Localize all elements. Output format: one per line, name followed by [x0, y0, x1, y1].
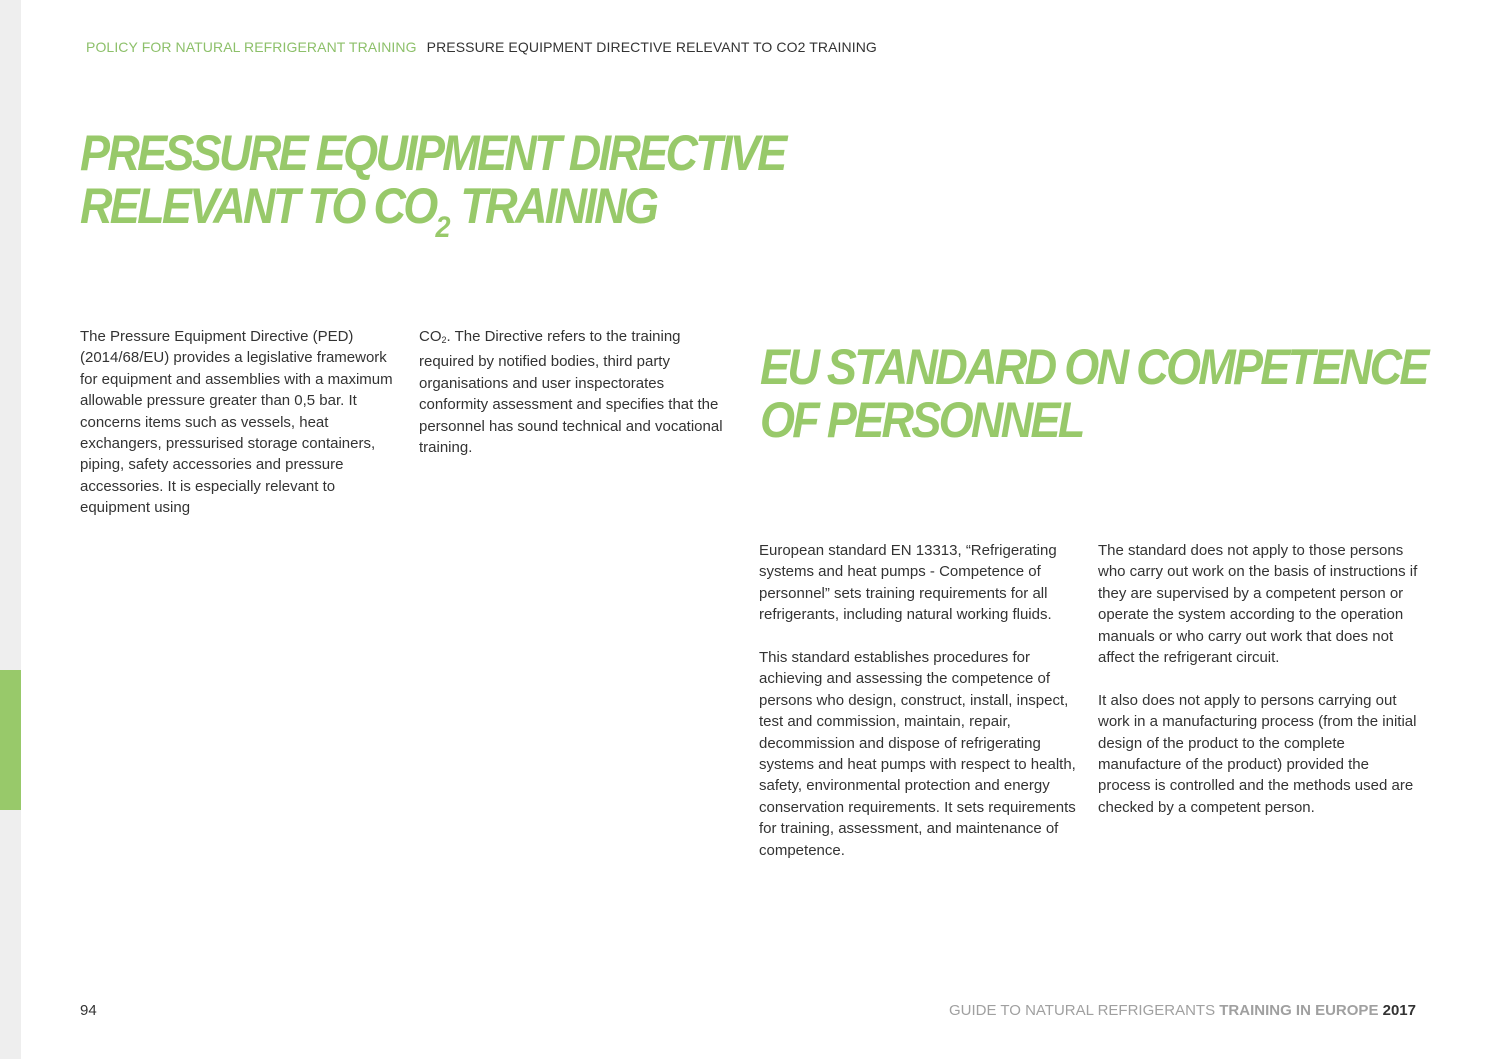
- competence-paragraph-2: This standard establishes procedures for achieving and assessing the competence of persons who design, construct, install, inspect, test and commission, maintain, repair, decommission and dispose of refrigerating systems and heat pumps with respect to health, safety, environmental protection and energy conservation requirements. It sets requirements for training, assessment, and maintenance of competence.: [759, 649, 1076, 859]
- footer-year: 2017: [1382, 1002, 1416, 1019]
- footer-publication-title: [949, 1002, 1416, 1019]
- ped-text-column-2: [419, 326, 729, 458]
- ped-heading-line-2-suffix: TRAINING: [450, 178, 657, 234]
- competence-paragraph-4: It also does not apply to persons carrying out work in a manufacturing process (from the initial design of the product to the complete manufacture of the product) provided the process is controlled and the methods used are checked by a competent person.: [1098, 691, 1417, 816]
- left-margin-strip: [0, 0, 21, 1059]
- competence-heading-line-1: EU STANDARD ON COMPETENCE: [760, 339, 1427, 395]
- page-number: 94: [80, 1002, 97, 1019]
- breadcrumb: [86, 39, 877, 55]
- ped-paragraph-2-text: . The Directive refers to the training required by notified bodies, third party organisations and user inspectorates conformity assessment and specifies that the personnel has sound technical and vocational training.: [419, 328, 723, 457]
- competence-text-column-1: [759, 540, 1084, 861]
- competence-heading: [760, 341, 1427, 447]
- competence-text-column-2: [1098, 540, 1418, 818]
- ped-paragraph-2: [419, 326, 729, 458]
- ped-paragraph-1: The Pressure Equipment Directive (PED) (2014/68/EU) provides a legislative framework for equipment and assemblies with a maximum allowable pressure greater than 0,5 bar. It concerns items such as vessels, heat exchangers, pressurised storage containers, piping, safety accessories and pressure accessories. It is especially relevant to equipment using: [80, 328, 393, 517]
- chapter-tab-marker: [0, 670, 21, 810]
- footer-guide: GUIDE TO NATURAL REFRIGERANTS: [948, 1002, 1216, 1019]
- competence-paragraph-1: European standard EN 13313, “Refrigerating systems and heat pumps - Competence of personnel” sets training requirements for all refrigerants, including natural working fluids.: [759, 542, 1057, 624]
- ped-heading-line-1: PRESSURE EQUIPMENT DIRECTIVE: [80, 125, 785, 181]
- co2-formula: CO: [419, 328, 442, 345]
- ped-heading-line-2-text: RELEVANT TO CO: [80, 178, 436, 234]
- ped-heading-subscript: 2: [435, 211, 451, 244]
- ped-heading-line-2: [80, 178, 785, 244]
- competence-heading-line-2: OF PERSONNEL: [760, 392, 1083, 448]
- ped-text-column-1: [80, 326, 400, 519]
- breadcrumb-current: PRESSURE EQUIPMENT DIRECTIVE RELEVANT TO CO2 TRAINING: [426, 39, 877, 55]
- co2-subscript: 2: [441, 335, 447, 345]
- footer-training: TRAINING IN EUROPE: [1219, 1002, 1379, 1019]
- competence-paragraph-3: The standard does not apply to those persons who carry out work on the basis of instructions if they are supervised by a competent person or operate the system according to the operation manuals or who carry out work that does not affect the refrigerant circuit.: [1098, 542, 1418, 667]
- breadcrumb-section: POLICY FOR NATURAL REFRIGERANT TRAINING: [86, 39, 417, 55]
- ped-heading: [80, 125, 785, 244]
